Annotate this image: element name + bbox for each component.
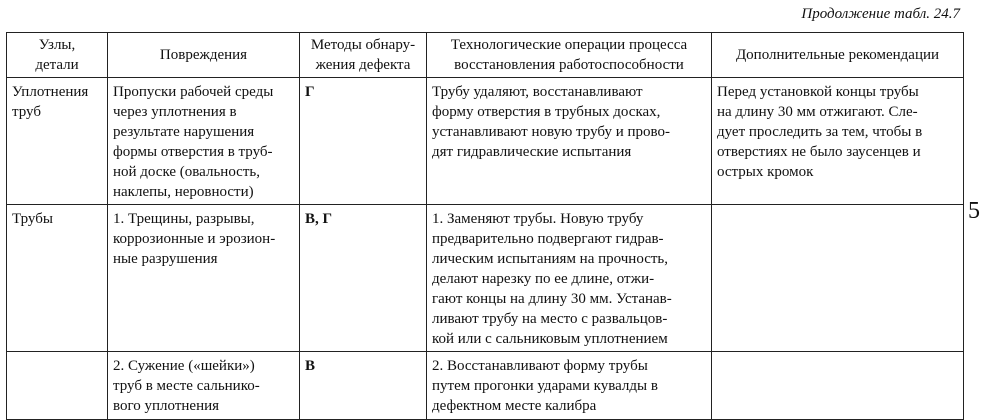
header-line: жения дефекта (315, 57, 411, 73)
header-line: Узлы, (38, 37, 76, 53)
header-detection-method (300, 33, 427, 78)
table-row (7, 78, 964, 205)
table-row (7, 205, 964, 352)
table-row (7, 352, 964, 420)
cell-line: В (305, 358, 316, 374)
cell-line: наклепы, неровности) (113, 184, 254, 200)
header-recommendations (712, 33, 964, 78)
header-line: Дополнительные рекомендации (735, 47, 940, 63)
page-number: 5 (968, 198, 980, 224)
cell-line: В, Г (305, 211, 333, 227)
cell-unit (7, 352, 108, 420)
cell-unit (7, 205, 108, 352)
cell-line: коррозионные и эрозион- (113, 231, 276, 247)
cell-line: лическим испытаниям на прочность, (432, 251, 669, 267)
cell-detection-method (300, 78, 427, 205)
cell-line: Трубы (12, 211, 53, 227)
cell-recommendations (712, 205, 964, 352)
cell-line: 2. Восстанавливают форму трубы (432, 358, 648, 374)
header-damage (108, 33, 300, 78)
cell-line: Уплотнения (12, 84, 89, 100)
header-line: восстановления работоспособности (454, 57, 684, 73)
header-unit (7, 33, 108, 78)
cell-line: устанавливают новую трубу и прово- (432, 124, 670, 140)
cell-line: ные разрушения (113, 251, 218, 267)
cell-line: ливают трубу на место с развальцов- (432, 311, 668, 327)
cell-damage (108, 78, 300, 205)
cell-line: гают концы на длину 30 мм. Устанав- (432, 291, 672, 307)
cell-line: Трубу удаляют, восстанавливают (432, 84, 643, 100)
cell-line: ной доске (овальность, (113, 164, 260, 180)
cell-recommendations (712, 78, 964, 205)
cell-line: 1. Трещины, разрывы, (113, 211, 255, 227)
cell-line: Пропуски рабочей среды (113, 84, 274, 100)
cell-line: 1. Заменяют трубы. Новую трубу (432, 211, 644, 227)
header-row (7, 33, 964, 78)
table-caption: Продолжение табл. 24.7 (801, 6, 960, 22)
cell-line: острых кромок (717, 164, 814, 180)
cell-line: труб (12, 104, 41, 120)
cell-detection-method (300, 352, 427, 420)
cell-repair-operations (427, 78, 712, 205)
cell-repair-operations (427, 352, 712, 420)
cell-unit (7, 78, 108, 205)
cell-line: на длину 30 мм отжигают. Сле- (717, 104, 918, 120)
cell-repair-operations (427, 205, 712, 352)
cell-line: труб в месте сальнико- (113, 378, 260, 394)
header-line: детали (35, 57, 79, 73)
cell-line: дефектном месте калибра (432, 398, 597, 414)
cell-line: дят гидравлические испытания (432, 144, 632, 160)
cell-line: 2. Сужение («шейки») (113, 358, 255, 374)
cell-line: формы отверстия в труб- (113, 144, 273, 160)
cell-line: дует проследить за тем, чтобы в (717, 124, 923, 140)
repair-table (6, 32, 964, 420)
cell-damage (108, 352, 300, 420)
cell-line: результате нарушения (113, 124, 255, 140)
cell-damage (108, 205, 300, 352)
header-line: Технологические операции процесса (450, 37, 688, 53)
cell-detection-method (300, 205, 427, 352)
cell-line: форму отверстия в трубных досках, (432, 104, 661, 120)
header-repair-operations (427, 33, 712, 78)
cell-recommendations (712, 352, 964, 420)
header-line: Повреждения (159, 47, 248, 63)
cell-line: предварительно подвергают гидрав- (432, 231, 664, 247)
cell-line: через уплотнения в (113, 104, 237, 120)
header-line: Методы обнару- (310, 37, 416, 53)
cell-line: путем прогонки ударами кувалды в (432, 378, 658, 394)
cell-line: делают нарезку по ее длине, отжи- (432, 271, 655, 287)
cell-line: вого уплотнения (113, 398, 220, 414)
cell-line: отверстиях не было заусенцев и (717, 144, 921, 160)
cell-line: Г (305, 84, 315, 100)
cell-line: Перед установкой концы трубы (717, 84, 919, 100)
cell-line: кой или с сальниковым уплотнением (432, 331, 668, 347)
